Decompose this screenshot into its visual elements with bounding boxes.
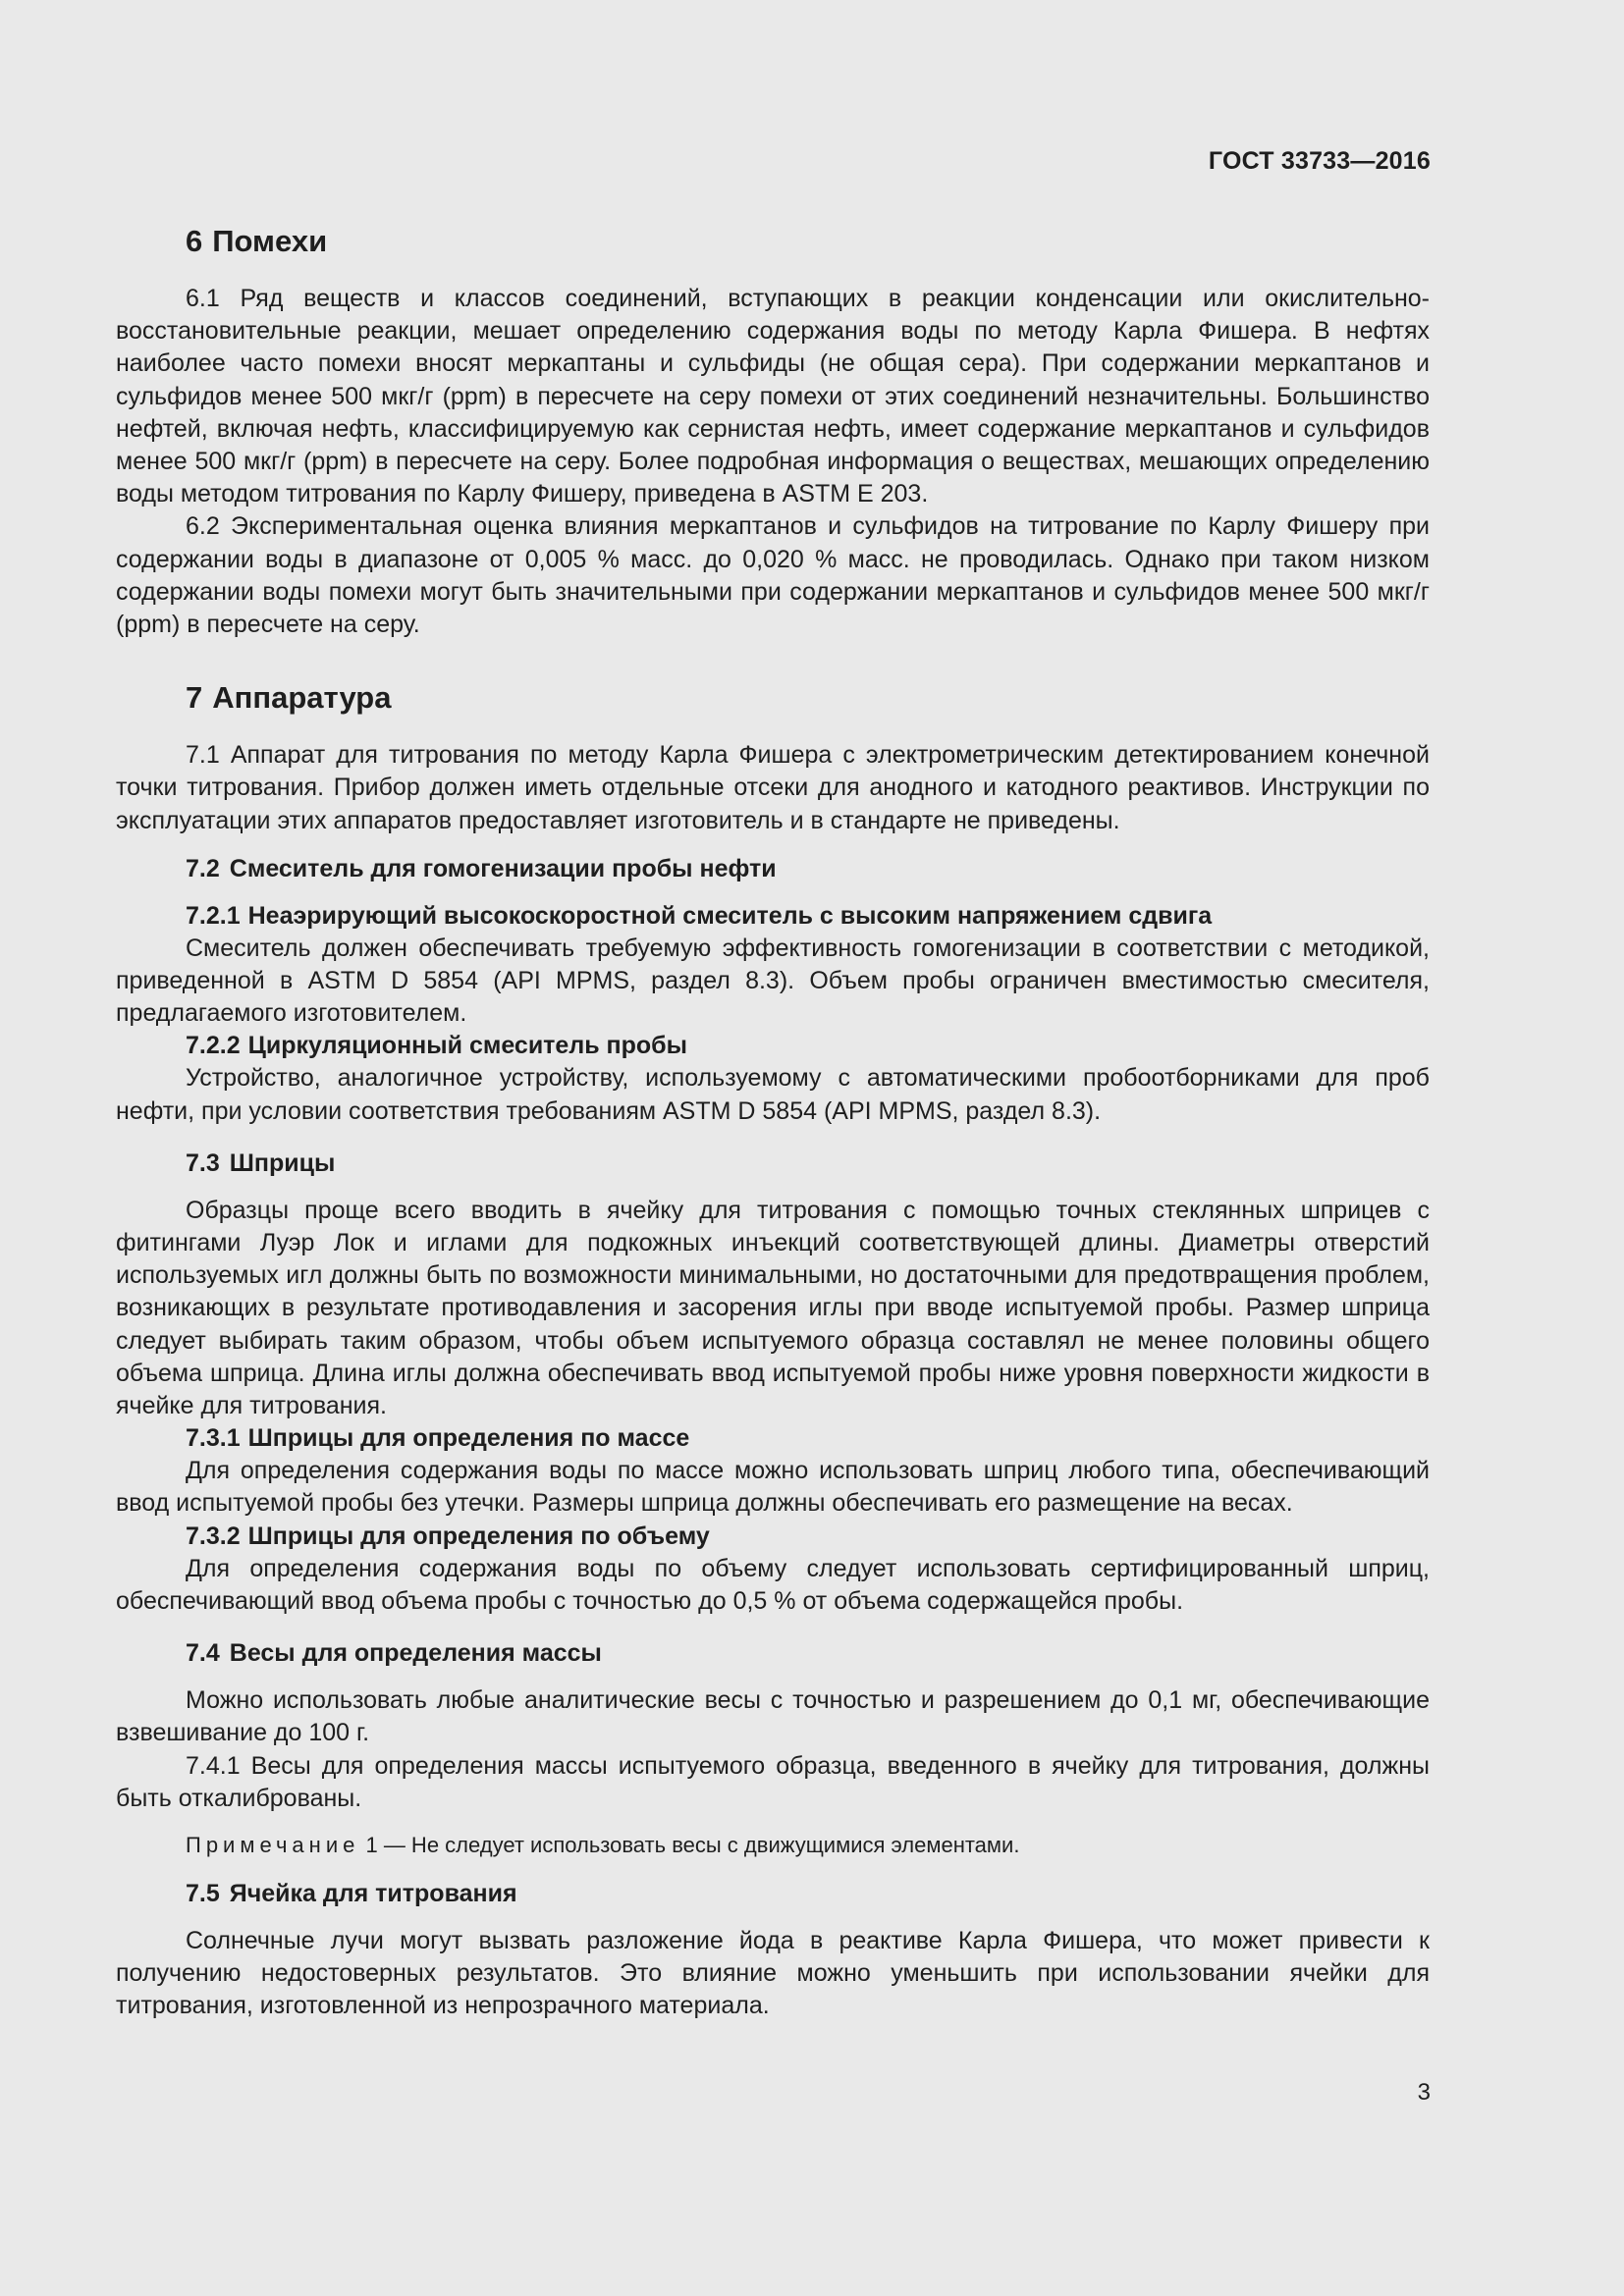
page-number: 3 <box>1417 2079 1431 2106</box>
paragraph-7-1: 7.1 Аппарат для титрования по методу Карла Фишера с электрометрическим детектированием конечной точки титрования. Прибор должен иметь отдельные отсеки для анодного и катодного реактивов. Инструкции по эксплуатации этих аппаратов предоставляет изготовитель и в стандарте не приведены. <box>116 741 1430 834</box>
subsection-title: Шприцы для определения по объему <box>247 1522 710 1550</box>
subsection-number: 7.3.1 <box>186 1424 241 1453</box>
paragraph-6-2: 6.2 Экспериментальная оценка влияния меркаптанов и сульфидов на титрование по Карлу Фишеру при содержании воды в диапазоне от 0,005 % масс. до 0,020 % масс. не проводилась. Однако при таком низком содержании воды помехи могут быть значительными при содержании меркаптанов и сульфидов менее 500 мкг/г (ppm) в пересчете на серу. <box>116 512 1430 639</box>
subsection-7-3-2-heading <box>116 1521 1430 1553</box>
paragraph-7-2-2: Устройство, аналогичное устройству, используемому с автоматическими пробоотборниками для проб нефти, при условии соответствия требованиям ASTM D 5854 (API MPMS, раздел 8.3). <box>116 1064 1430 1125</box>
subsection-number: 7.3.2 <box>186 1522 241 1550</box>
subsection-number: 7.2.1 <box>186 901 241 930</box>
section-number: 6 <box>186 224 203 258</box>
subsection-7-2-heading <box>116 853 1430 885</box>
document-body <box>116 222 1430 2023</box>
section-title: Помехи <box>212 224 328 258</box>
subsection-number: 7.3 <box>186 1148 220 1177</box>
document-header: ГОСТ 33733—2016 <box>1208 147 1431 175</box>
subsection-title: Шприцы для определения по массе <box>247 1424 690 1453</box>
paragraph-7-4-1: 7.4.1 Весы для определения массы испытуемого образца, введенного в ячейку для титрования, должны быть откалиброваны. <box>116 1751 1430 1812</box>
subsection-7-5-heading <box>116 1878 1430 1910</box>
paragraph-6-1: 6.1 Ряд веществ и классов соединений, вступающих в реакции конденсации или окислительно-восстановительные реакции, мешает определению содержания воды по методу Карла Фишера. В нефтях наиболее часто помехи вносят меркаптаны и сульфиды (не общая сера). При содержании меркаптанов и сульфидов менее 500 мкг/г (ppm) в пересчете на серу помехи от этих соединений незначительны. Большинство нефтей, включая нефть, классифицируемую как сернистая нефть, имеет содержание меркаптанов и сульфидов менее 500 мкг/г (ppm) в пересчете на серу. Более подробная информация о веществах, мешающих определению воды методом титрования по Карлу Фишеру, приведена в ASTM E 203. <box>116 285 1430 508</box>
subsection-7-3-1-heading <box>116 1422 1430 1455</box>
subsection-7-2-1-heading <box>116 900 1430 933</box>
paragraph-7-2-1: Смеситель должен обеспечивать требуемую эффективность гомогенизации в соответствии с методикой, приведенной в ASTM D 5854 (API MPMS, раздел 8.3). Объем пробы ограничен вместимостью смесителя, предлагаемого изготовителем. <box>116 934 1430 1028</box>
subsection-title: Смеситель для гомогенизации пробы нефти <box>229 854 777 882</box>
section-6-heading <box>116 222 1430 261</box>
paragraph-7-5: Солнечные лучи могут вызвать разложение йода в реактиве Карла Фишера, что может привести к получению недостоверных результатов. Это влияние можно уменьшить при использовании ячейки для титрования, изготовленной из непрозрачного материала. <box>116 1926 1430 2020</box>
subsection-7-2-2-heading <box>116 1030 1430 1062</box>
subsection-number: 7.4 <box>186 1639 220 1668</box>
note-1 <box>116 1831 1430 1860</box>
note-label: Примечание <box>186 1832 360 1857</box>
paragraph-7-3-2: Для определения содержания воды по объему следует использовать сертифицированный шприц, обеспечивающий ввод объема пробы с точностью до 0,5 % от объема содержащейся пробы. <box>116 1554 1430 1615</box>
subsection-number: 7.5 <box>186 1879 220 1907</box>
paragraph-7-4: Можно использовать любые аналитические весы с точностью и разрешением до 0,1 мг, обеспечивающие взвешивание до 100 г. <box>116 1686 1430 1747</box>
section-number: 7 <box>186 680 203 716</box>
subsection-7-3-heading <box>116 1148 1430 1180</box>
subsection-number: 7.2 <box>186 854 220 882</box>
subsection-title: Весы для определения массы <box>229 1639 602 1668</box>
subsection-title: Шприцы <box>229 1148 336 1177</box>
paragraph-7-3: Образцы проще всего вводить в ячейку для титрования с помощью точных стеклянных шприцев с фитингами Луэр Лок и иглами для подкожных инъекций соответствующей длины. Диаметры отверстий используемых игл должны быть по возможности минимальными, но достаточными для предотвращения проблем, возникающих в результате противодавления и засорения иглы при вводе испытуемой пробы. Размер шприца следует выбирать таким образом, чтобы объем испытуемого образца составлял не менее половины общего объема шприца. Длина иглы должна обеспечивать ввод испытуемой пробы ниже уровня поверхности жидкости в ячейке для титрования. <box>116 1196 1430 1420</box>
section-title: Аппаратура <box>212 680 392 716</box>
subsection-title: Циркуляционный смеситель пробы <box>247 1032 687 1060</box>
subsection-title: Неаэрирующий высокоскоростной смеситель с высоким напряжением сдвига <box>247 901 1213 930</box>
subsection-title: Ячейка для титрования <box>229 1879 517 1907</box>
paragraph-7-3-1: Для определения содержания воды по массе можно использовать шприц любого типа, обеспечивающий ввод испытуемой пробы без утечки. Размеры шприца должны обеспечивать его размещение на весах. <box>116 1457 1430 1518</box>
subsection-7-4-heading <box>116 1637 1430 1670</box>
subsection-number: 7.2.2 <box>186 1032 241 1060</box>
section-7-heading <box>116 678 1430 718</box>
note-text: 1 — Не следует использовать весы с движущимися элементами. <box>365 1832 1020 1857</box>
